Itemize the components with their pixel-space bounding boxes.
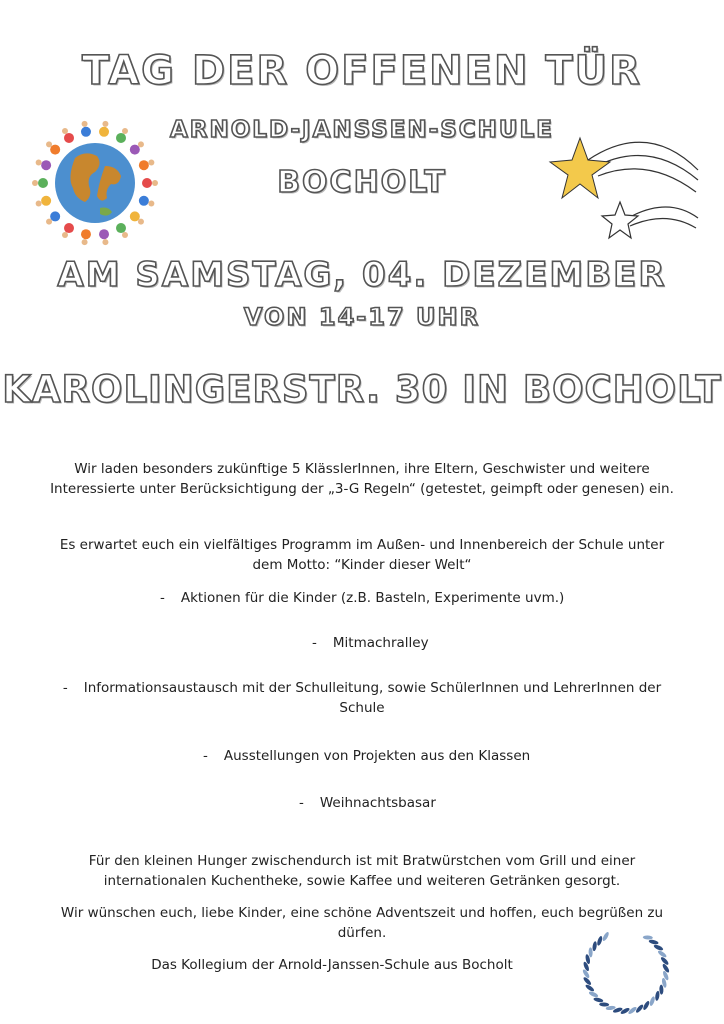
event-time: VON 14-17 UHR: [243, 303, 481, 331]
child-figure: [41, 196, 51, 206]
wish-paragraph: Wir wünschen euch, liebe Kinder, eine schöne Adventszeit und hoffen, euch begrüßen zu dürfen.: [60, 905, 664, 941]
list-dash: -: [62, 680, 68, 696]
wreath-leaf: [588, 990, 599, 998]
child-figure: [116, 133, 126, 143]
list-dash: -: [312, 635, 317, 651]
list-dash: -: [299, 795, 304, 811]
event-date: AM SAMSTAG, 04. DEZEMBER: [57, 255, 667, 295]
child-figure: [139, 160, 149, 170]
wreath-leaf: [661, 963, 670, 974]
child-head: [148, 159, 154, 165]
city-name: BOCHOLT: [277, 165, 447, 200]
list-item-text: Informationsaustausch mit der Schulleitung, sowie SchülerInnen und LehrerInnen der Schule: [83, 680, 662, 716]
child-figure: [142, 178, 152, 188]
child-head: [102, 239, 108, 245]
wreath-leaf: [648, 939, 659, 945]
list-item-text: Weihnachtsbasar: [319, 795, 436, 811]
list-item: [203, 746, 530, 766]
child-head: [32, 180, 38, 186]
child-head: [36, 201, 42, 207]
child-head: [122, 232, 128, 238]
child-head: [122, 128, 128, 134]
wreath-leaf: [649, 996, 656, 1007]
child-head: [36, 159, 42, 165]
child-head: [138, 141, 144, 147]
child-head: [102, 121, 108, 127]
child-figure: [50, 145, 60, 155]
child-figure: [50, 211, 60, 221]
list-item-text: Mitmachralley: [332, 635, 429, 651]
child-head: [62, 232, 68, 238]
school-name: ARNOLD-JANSSEN-SCHULE: [170, 117, 554, 143]
list-item: [299, 793, 436, 813]
list-item: [62, 678, 662, 718]
wreath-leaf: [588, 947, 592, 957]
child-figure: [64, 133, 74, 143]
child-figure: [99, 229, 109, 239]
child-head: [82, 239, 88, 245]
child-head: [82, 121, 88, 127]
child-figure: [99, 127, 109, 137]
child-figure: [64, 223, 74, 233]
wreath-leaf: [592, 941, 597, 951]
child-figure: [38, 178, 48, 188]
shooting-stars-icon: [548, 120, 708, 255]
child-head: [62, 128, 68, 134]
wreath-leaf: [596, 935, 603, 946]
wreath-leaf: [659, 985, 663, 995]
child-figure: [139, 196, 149, 206]
intro-paragraph: Wir laden besonders zukünftige 5 KlässlerInnen, ihre Eltern, Geschwister und weitere Interessierte unter Berücksichtigung der „3-G Regeln“ (getestet, geimpft oder genesen) ein.: [50, 461, 674, 497]
list-item: [160, 588, 564, 608]
list-item: [312, 633, 429, 653]
globe-with-children-icon: [30, 118, 160, 248]
wreath-leaf: [582, 969, 591, 980]
wreath-leaf: [655, 991, 660, 1001]
child-figure: [81, 229, 91, 239]
child-figure: [41, 160, 51, 170]
list-dash: -: [160, 590, 165, 606]
child-head: [46, 219, 52, 225]
wreath-leaf: [643, 935, 653, 940]
child-head: [46, 141, 52, 147]
list-item-text: Ausstellungen von Projekten aus den Klassen: [223, 748, 531, 764]
child-figure: [116, 223, 126, 233]
page-title: TAG DER OFFENEN TÜR: [82, 48, 642, 94]
wreath-leaf: [602, 931, 610, 942]
wreath-leaf: [593, 997, 604, 1003]
programme-paragraph: Es erwartet euch ein vielfältiges Programm im Außen- und Innenbereich der Schule unter dem Motto: “Kinder dieser Welt“: [59, 537, 665, 573]
child-figure: [81, 127, 91, 137]
wreath-leaf: [653, 944, 664, 952]
signature: Das Kollegium der Arnold-Janssen-Schule aus Bocholt: [151, 957, 513, 973]
list-dash: -: [203, 748, 208, 764]
food-paragraph: Für den kleinen Hunger zwischendurch ist mit Bratwürstchen vom Grill und einer internationalen Kuchentheke, sowie Kaffee und weiteren Getränken gesorgt.: [88, 853, 636, 889]
child-head: [152, 180, 158, 186]
event-address: KAROLINGERSTR. 30 IN BOCHOLT: [2, 368, 722, 411]
list-item-text: Aktionen für die Kinder (z.B. Basteln, Experimente uvm.): [180, 590, 565, 606]
child-head: [138, 219, 144, 225]
child-figure: [130, 211, 140, 221]
child-head: [148, 201, 154, 207]
wreath-leaf: [642, 1000, 650, 1011]
child-figure: [130, 145, 140, 155]
winter-wreath-icon: [568, 918, 684, 1024]
wreath-leaf: [599, 1002, 609, 1007]
